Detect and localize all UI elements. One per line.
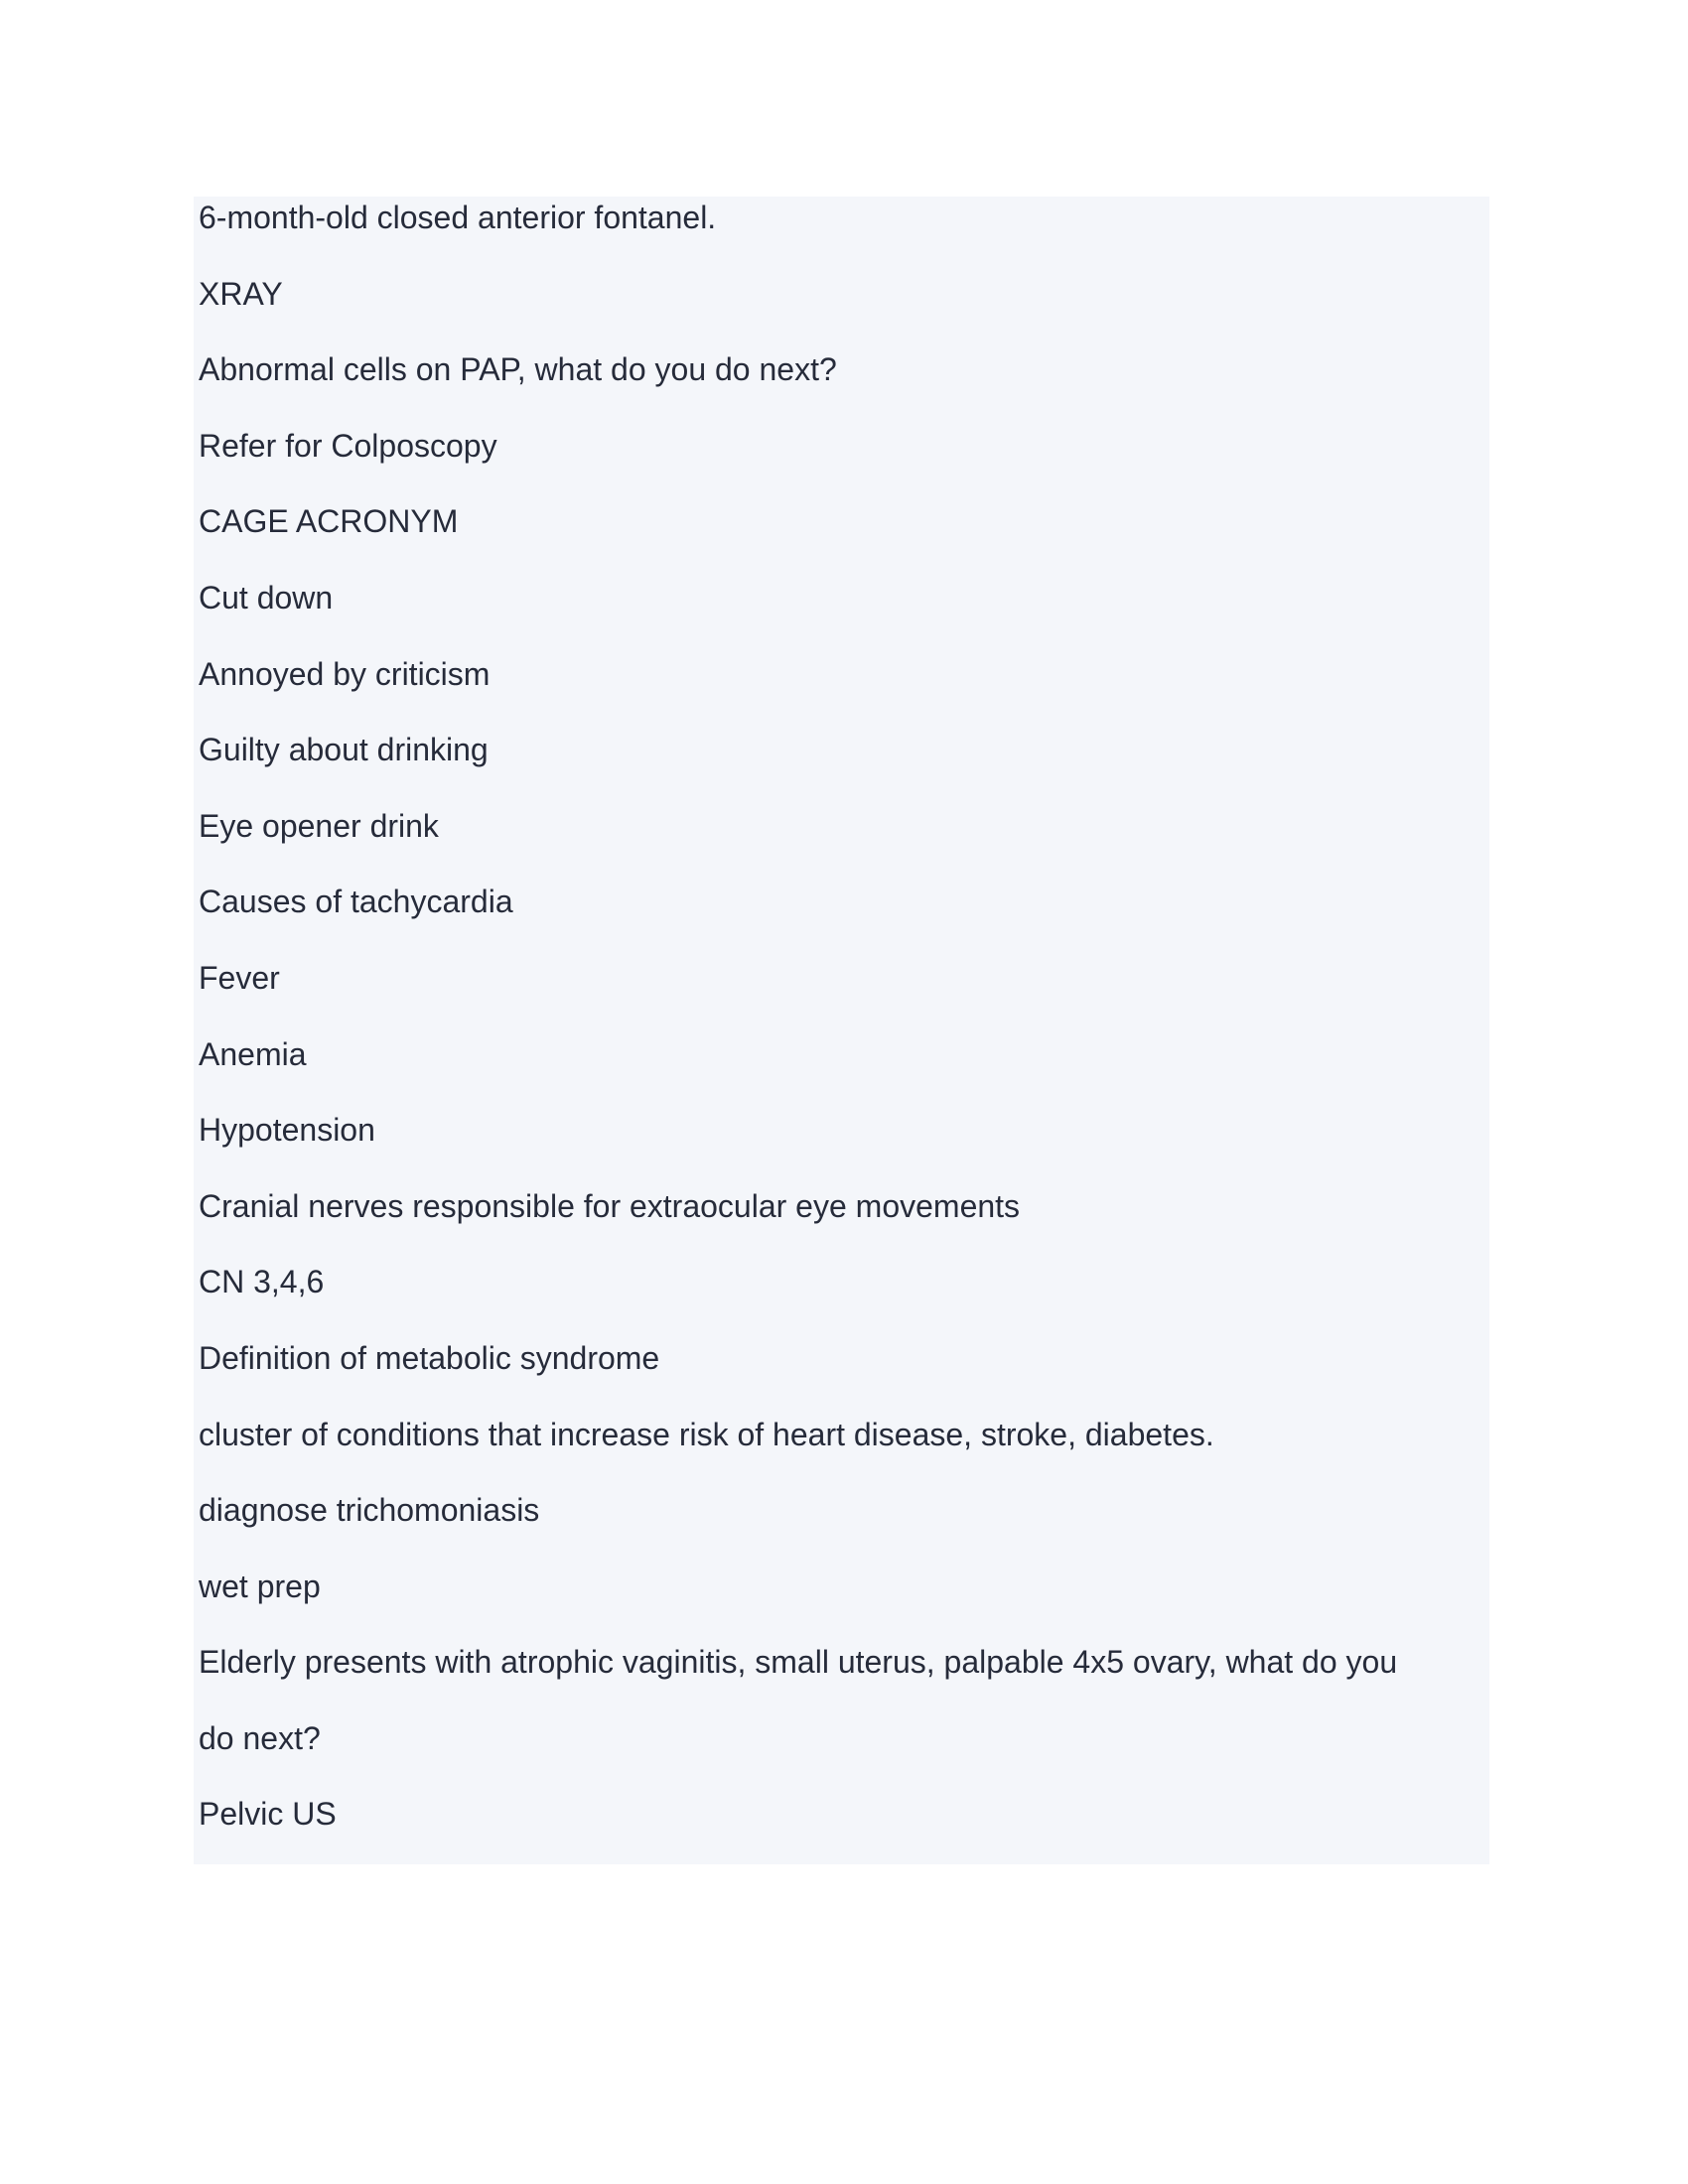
text-line: Causes of tachycardia [199, 884, 513, 920]
text-line: Annoyed by criticism [199, 655, 491, 692]
text-line: wet prep [199, 1568, 321, 1604]
text-line: Cranial nerves responsible for extraocular eye movements [199, 1187, 1021, 1224]
text-line: Pelvic US [199, 1796, 337, 1833]
text-line: Guilty about drinking [199, 732, 489, 768]
text-line: do next? [199, 1719, 321, 1756]
shaded-text-block [194, 197, 1489, 1864]
text-line: Hypotension [199, 1112, 375, 1149]
text-line: CN 3,4,6 [199, 1264, 325, 1300]
text-line: Definition of metabolic syndrome [199, 1339, 660, 1376]
text-line: CAGE ACRONYM [199, 503, 459, 540]
text-line: Elderly presents with atrophic vaginitis, small uterus, palpable 4x5 ovary, what do you [199, 1644, 1398, 1681]
text-line: Eye opener drink [199, 807, 439, 844]
text-line: cluster of conditions that increase risk of heart disease, stroke, diabetes. [199, 1416, 1214, 1452]
text-line: Abnormal cells on PAP, what do you do next? [199, 351, 837, 388]
text-line: Fever [199, 959, 280, 996]
text-line: Cut down [199, 579, 334, 615]
text-line: XRAY [199, 275, 283, 312]
text-line: 6-month-old closed anterior fontanel. [199, 200, 717, 235]
text-lines [199, 197, 1479, 1869]
text-line: diagnose trichomoniasis [199, 1492, 540, 1529]
text-line: Anemia [199, 1035, 307, 1072]
text-line: Refer for Colposcopy [199, 427, 497, 464]
